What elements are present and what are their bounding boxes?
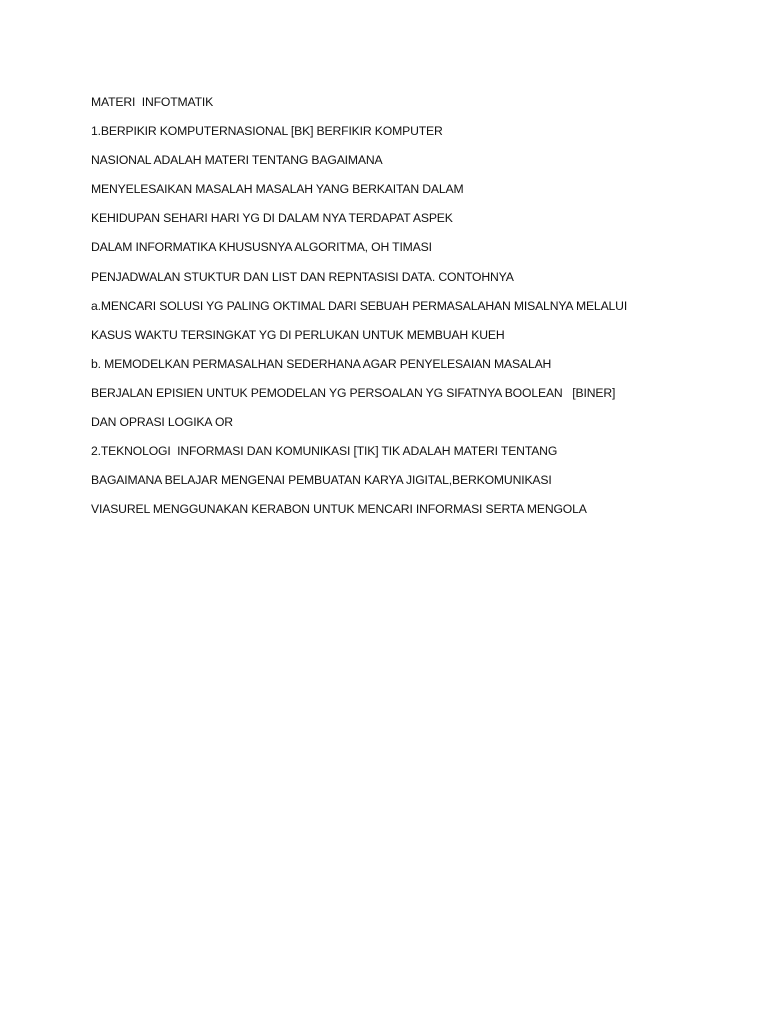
text-line: b. MEMODELKAN PERMASALHAN SEDERHANA AGAR PENYELESAIAN MASALAH [91, 356, 552, 371]
text-line: a.MENCARI SOLUSI YG PALING OKTIMAL DARI SEBUAH PERMASALAHAN MISALNYA MELALUI [91, 298, 628, 313]
document-title: MATERI INFOTMATIK [91, 95, 214, 109]
text-line: DALAM INFORMATIKA KHUSUSNYA ALGORITMA, OH TIMASI [91, 240, 432, 255]
document-body [91, 93, 731, 529]
text-line: PENJADWALAN STUKTUR DAN LIST DAN REPNTASISI DATA. CONTOHNYA [91, 269, 514, 284]
text-line: BERJALAN EPISIEN UNTUK PEMODELAN YG PERSOALAN YG SIFATNYA BOOLEAN [BINER] [91, 385, 616, 400]
text-line: DAN OPRASI LOGIKA OR [91, 415, 233, 430]
text-line: VIASUREL MENGGUNAKAN KERABON UNTUK MENCARI INFORMASI SERTA MENGOLA [91, 502, 587, 517]
text-line: KEHIDUPAN SEHARI HARI YG DI DALAM NYA TERDAPAT ASPEK [91, 211, 453, 226]
text-line: KASUS WAKTU TERSINGKAT YG DI PERLUKAN UNTUK MEMBUAH KUEH [91, 327, 505, 342]
text-line: 2.TEKNOLOGI INFORMASI DAN KOMUNIKASI [TIK] TIK ADALAH MATERI TENTANG [91, 444, 558, 459]
text-line: NASIONAL ADALAH MATERI TENTANG BAGAIMANA [91, 153, 383, 168]
text-line: MENYELESAIKAN MASALAH MASALAH YANG BERKAITAN DALAM [91, 182, 464, 197]
text-line: BAGAIMANA BELAJAR MENGENAI PEMBUATAN KARYA JIGITAL,BERKOMUNIKASI [91, 473, 552, 488]
text-line: 1.BERPIKIR KOMPUTERNASIONAL [BK] BERFIKIR KOMPUTER [91, 124, 443, 139]
